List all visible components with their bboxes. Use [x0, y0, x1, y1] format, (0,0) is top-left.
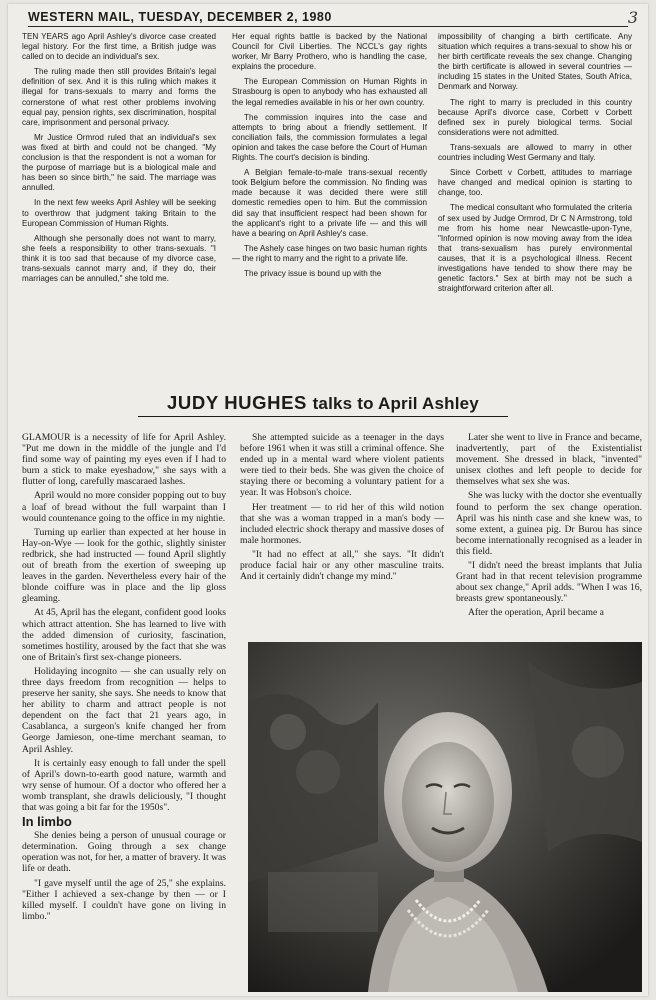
paragraph: "I gave myself until the age of 25," she explains. "Either I achieved a sex-change by then — or I killed myself. I couldn't have gone on living in limbo." [22, 877, 226, 922]
bottom-column-1-main [22, 432, 226, 813]
newspaper-clipping [8, 4, 648, 996]
paragraph: Mr Justice Ormrod ruled that an individual's sex was fixed at birth and could not be changed. "My conclusion is that the respondent is not a woman for the purpose of marriage but is a biological male and has been so since birth," he said. The marriage was annulled. [22, 132, 216, 193]
bottom-column-1 [22, 432, 226, 925]
paragraph: The European Commission on Human Rights in Strasbourg is open to anybody who has exhausted all the legal remedies available in his or her own country. [232, 77, 427, 107]
paragraph: After the operation, April became a [468, 607, 604, 619]
paragraph: She denies being a person of unusual courage or determination. Going through a sex change operation was not, for her, a matter of bravery. It was life or death. [22, 830, 226, 875]
paragraph: The privacy issue is bound up with the [244, 268, 382, 278]
paragraph: She was lucky with the doctor she eventually found to perform the sex change operation. April was his ninth case and she knew was, to some extent, a guinea pig. Dr Burou has since become internationally recognised as a leader in this field. [456, 490, 642, 557]
headline [138, 392, 508, 417]
paragraph: The ruling made then still provides Britain's legal definition of sex. And it is this ruling which makes it illegal for trans-sexuals to marry and forms the cornerstone of what rest other problems involving equal pay, pension rights, sex discrimination, hospital care, imprisonment and personal privacy. [22, 67, 216, 127]
subhead-in-limbo: In limbo [22, 814, 72, 830]
paragraph: "It had no effect at all," she says. "It didn't produce facial hair or any other masculine traits. And it certainly didn't change my mind." [240, 548, 444, 583]
paragraph: In the next few weeks April Ashley will be seeking to overthrow that judgment taking Britain to the European Commission of Human Rights. [22, 198, 216, 228]
paragraph: Turning up earlier than expected at her house in Hay-on-Wye — look for the gothic, slightly sinister redbrick, she had instructed — found April slightly out of breath from the exertion of sweeping up leaves in the garden. Nevertheless every hair of the blonde coiffure was in place and the lip gloss gleaming. [22, 526, 226, 605]
top-column-2 [232, 32, 427, 284]
masthead: WESTERN MAIL, TUESDAY, DECEMBER 2, 1980 [28, 10, 628, 27]
paragraph: Holidaying incognito — she can usually rely on three days freedom from recognition — helps to preserve her sanity, she says. She needs to know that her ability to charm and attract people is not dependent on the fact that 21 years ago, in Casablanca, a surgeon's knife changed her from George Jamieson, one-time merchant seaman, to April Ashley. [22, 665, 226, 755]
portrait-photo [248, 642, 642, 992]
paragraph: Trans-sexuals are allowed to marry in other countries including West Germany and Italy. [438, 142, 632, 163]
paragraph: TEN YEARS ago April Ashley's divorce case created legal history. For the first time, a British judge was called on to decide an individual's sex. [22, 32, 216, 62]
paragraph: A Belgian female-to-male trans-sexual recently took Belgium before the commission. No finding was made because it was decided there were still domestic remedies open to him. But the commission did say that insufficient respect had been shown for the applicant's right to a private life — and this will have a bearing on April Ashley's case. [232, 168, 427, 238]
headline-author: JUDY HUGHES [167, 392, 307, 413]
portrait-photo-icon [248, 642, 642, 992]
paragraph: "I didn't need the breast implants that Julia Grant had in that recent television programme about sex change," April adds. "When I was 16, breasts grew spontaneously." [456, 560, 642, 605]
paragraph: Later she went to live in France and became, inadvertently, part of the Existentialist movement. She dressed in black, "invented" unisex clothes and left people to decide for themselves what sex she was. [456, 432, 642, 488]
paragraph: At 45, April has the elegant, confident good looks which attract attention. She has learned to live with the added dimension of curiosity, fascination, sometimes hostility, aroused by the fact that she was one of Britain's first sex-change pioneers. [22, 607, 226, 663]
paragraph: Her equal rights battle is backed by the National Council for Civil Liberties. The NCCL's gay rights worker, Mr Barry Prothero, who is handling the case, explains the procedure. [232, 32, 427, 72]
bottom-column-2 [240, 432, 444, 585]
bottom-column-3 [456, 432, 642, 622]
paragraph: Although she personally does not want to marry, she feels a responsibility to other trans-sexuals. "I think it is too sad that because of my divorce case, trans-sexuals cannot marry and, if they do, their marriages can be annulled," she told me. [22, 233, 216, 284]
top-column-1 [22, 32, 216, 289]
paragraph: The Ashely case hinges on two basic human rights — the right to marry and the right to a private life. [232, 243, 427, 263]
page-mark: 3 [627, 8, 638, 27]
paragraph: GLAMOUR is a necessity of life for April Ashley. "Put me down in the middle of the jungle and I'd find some way of painting my eyes even if I had to burn a stick to make eyeshadow," she says with a flutter of long, carefully mascaraed lashes. [22, 432, 226, 488]
paragraph: April would no more consider popping out to buy a loaf of bread without the full warpaint than I would countenance going to the office in my nightie. [22, 490, 226, 524]
headline-rest: talks to April Ashley [312, 394, 479, 413]
paragraph: impossibility of changing a birth certificate. Any situation which requires a trans-sexual to show his or her birth certificate reveals the sex change. Changing the birth certificate is allowed in several countries — including 15 states in the United States, South Africa, Denmark and Norway. [438, 32, 632, 92]
paragraph: The medical consultant who formulated the criteria of sex used by Judge Ormrod, Dr C N Armstrong, told me from his home near Newcastle-upon-Tyne, "Informed opinion is now moving away from the idea that trans-sexualism has purely environmental causes, that it is a psychological illness. Recent investigations have tended to show there may be genetic factors." Sex at birth may not be such a straightforward criterion after all. [438, 203, 632, 294]
paragraph: Since Corbett v Corbett, attitudes to marriage have changed and medical opinion is starting to change, too. [438, 168, 632, 198]
paragraph: It is certainly easy enough to fall under the spell of April's down-to-earth good nature, warmth and wry sense of humour. Of a doctor who offered her a womb transplant, she drawls deliciously, "I thought that was going a bit far for the 1950s". [22, 757, 226, 813]
paragraph: She attempted suicide as a teenager in the days before 1961 when it was still a criminal offence. She ended up in a mental ward where violent patients were tied to their beds. She was given the choice of staying there or becoming a voluntary patient for a year. It was Hobson's choice. [240, 432, 444, 499]
top-column-3 [438, 32, 632, 299]
bottom-column-1-continued [22, 830, 226, 922]
paragraph: Her treatment — to rid her of this wild notion that she was a woman trapped in a man's body — included electric shock therapy and massive doses of male hormones. [240, 501, 444, 546]
paragraph: The commission inquires into the case and attempts to bring about a friendly settlement. If conciliation fails, the commission formulates a legal opinion and takes the case before the Court of Human Rights. The court's decision is binding. [232, 112, 427, 163]
paragraph: The right to marry is precluded in this country because April's divorce case, Corbett v Corbett defined sex in purely biological terms. Social considerations were not admitted. [438, 97, 632, 137]
